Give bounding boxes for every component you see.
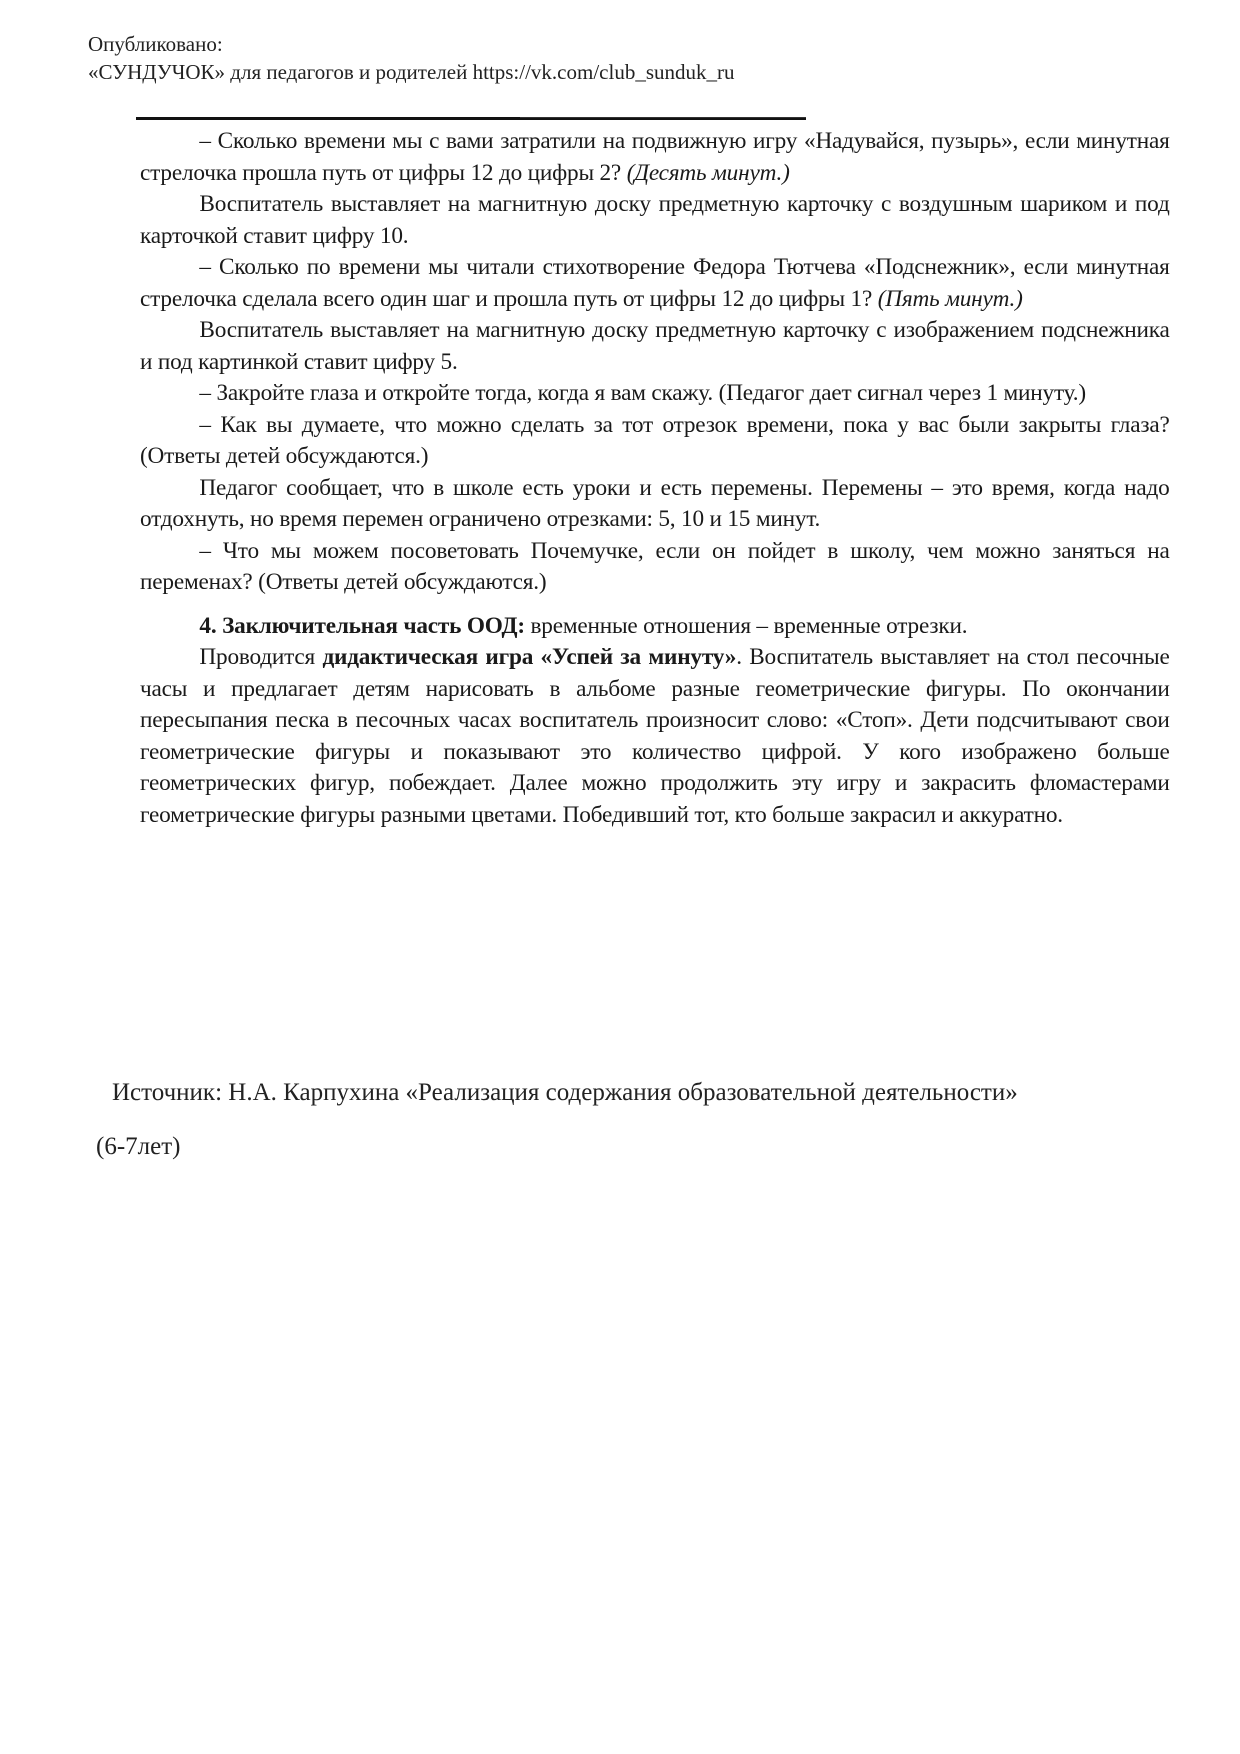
paragraph-text: – Сколько по времени мы читали стихотворение Федора Тютчева «Подснежник», если минутная стрелочка сделала всего один шаг и прошла путь от цифры 12 до цифры 1? xyxy=(140,254,1170,312)
source-citation: Источник: Н.А. Карпухина «Реализация содержания образовательной деятельности» xyxy=(112,1079,1018,1106)
spacer xyxy=(140,599,1170,611)
answer-text: (Десять минут.) xyxy=(626,159,790,186)
document-body xyxy=(140,126,1170,831)
paragraph: – Как вы думаете, что можно сделать за тот отрезок времени, пока у вас были закрыты глаза? (Ответы детей обсуждаются.) xyxy=(140,411,1170,469)
published-label: Опубликовано: xyxy=(88,32,223,56)
answer-text: (Пять минут.) xyxy=(877,285,1023,312)
paragraph-text: Проводится xyxy=(199,644,323,670)
game-paragraph xyxy=(140,642,1170,831)
paragraph: Педагог сообщает, что в школе есть уроки и есть перемены. Перемены – это время, когда надо отдохнуть, но время перемен ограничено отрезками: 5, 10 и 15 минут. xyxy=(140,474,1170,532)
game-name: дидактическая игра «Успей за минуту» xyxy=(322,644,737,670)
paragraph: – Закройте глаза и откройте тогда, когда я вам скажу. (Педагог дает сигнал через 1 минуту.) xyxy=(199,380,1086,406)
section-heading-bold: 4. Заключительная часть ООД: xyxy=(199,612,525,639)
paragraph: Воспитатель выставляет на магнитную доску предметную карточку с изображением подснежника и под картинкой ставит цифру 5. xyxy=(140,317,1170,375)
paragraph-text: – Сколько времени мы с вами затратили на подвижную игру «Надувайся, пузырь», если минутная стрелочка прошла путь от цифры 12 до цифры 2? xyxy=(140,128,1170,186)
section-heading xyxy=(140,611,1170,643)
paragraph xyxy=(140,126,1170,189)
paragraph-text: . Воспитатель выставляет на стол песочные часы и предлагает детям нарисовать в альбоме разные геометрические фигуры. По окончании пересыпания песка в песочных часах воспитатель произносит слово: «Стоп». Дети подсчитывают свои геометрические фигуры и показывают это количество цифрой. У кого изображено больше геометрических фигур, побеждает. Далее можно продолжить эту игру и закрасить фломастерами геометрические фигуры разными цветами. Победивший тот, кто больше закрасил и аккуратно. xyxy=(140,644,1170,828)
paragraph xyxy=(140,252,1170,315)
age-range: (6-7лет) xyxy=(96,1133,181,1160)
page-top-rule-thin xyxy=(520,117,806,118)
section-heading-rest: временные отношения – временные отрезки. xyxy=(524,612,968,639)
publisher-line: «СУНДУЧОК» для педагогов и родителей https://vk.com/club_sunduk_ru xyxy=(88,60,735,84)
publication-header xyxy=(88,30,735,86)
paragraph: – Что мы можем посоветовать Почемучке, если он пойдет в школу, чем можно заняться на переменах? (Ответы детей обсуждаются.) xyxy=(140,537,1170,595)
paragraph: Воспитатель выставляет на магнитную доску предметную карточку с воздушным шариком и под карточкой ставит цифру 10. xyxy=(140,191,1170,249)
